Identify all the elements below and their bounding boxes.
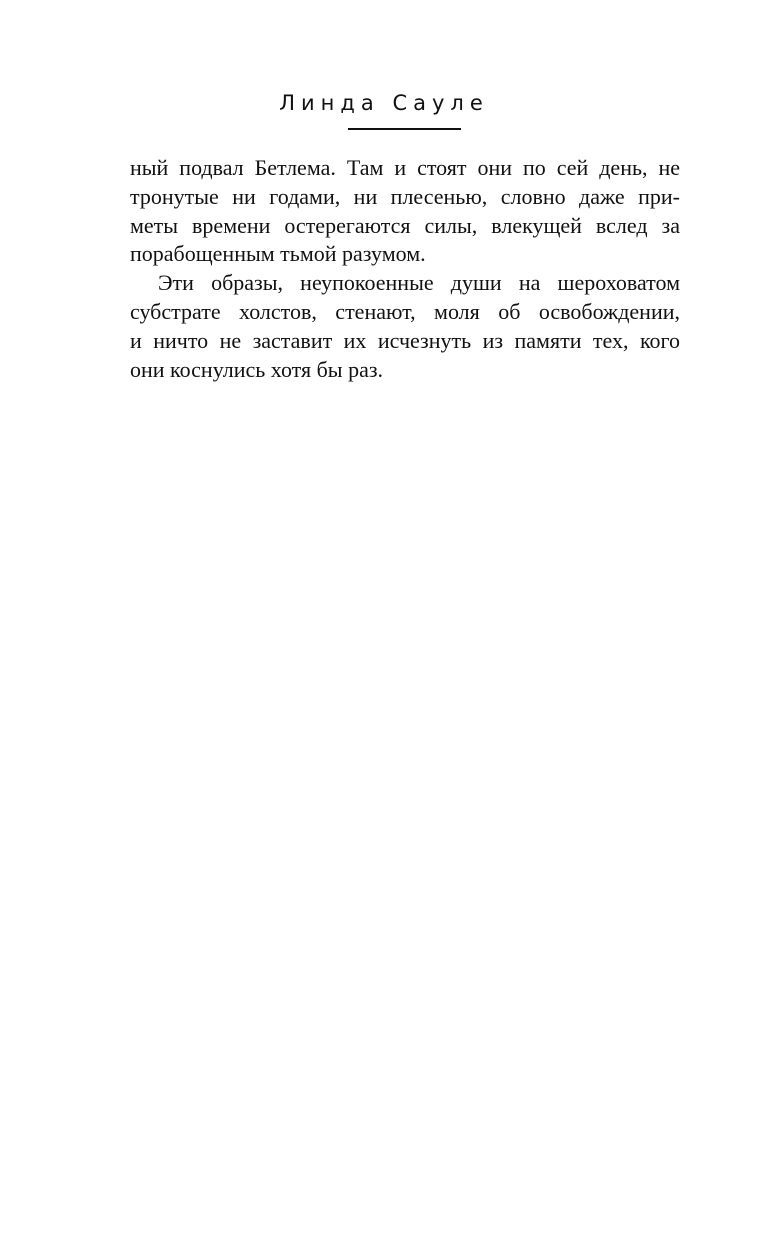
running-head-rule	[348, 128, 461, 130]
paragraph	[130, 154, 680, 269]
text-line: субстрате холстов, стенают, моля об освобождении,	[130, 298, 680, 324]
running-head-author: Линда Сауле	[279, 91, 489, 115]
text-line: они коснулись хотя бы раз.	[130, 356, 384, 382]
text-line: порабощенным тьмой разумом.	[130, 241, 426, 267]
paragraph	[130, 269, 680, 384]
text-line: и ничто не заставит их исчезнуть из памяти тех, кого	[130, 327, 680, 353]
body-text	[130, 154, 680, 384]
text-line: Эти образы, неупокоенные души на шероховатом	[158, 270, 680, 296]
text-line: ный подвал Бетлема. Там и стоят они по сей день, не	[130, 155, 680, 180]
text-line: тронутые ни годами, ни плесенью, словно даже при-	[130, 183, 680, 209]
text-line: меты времени остерегаются силы, влекущей вслед за	[130, 212, 680, 238]
